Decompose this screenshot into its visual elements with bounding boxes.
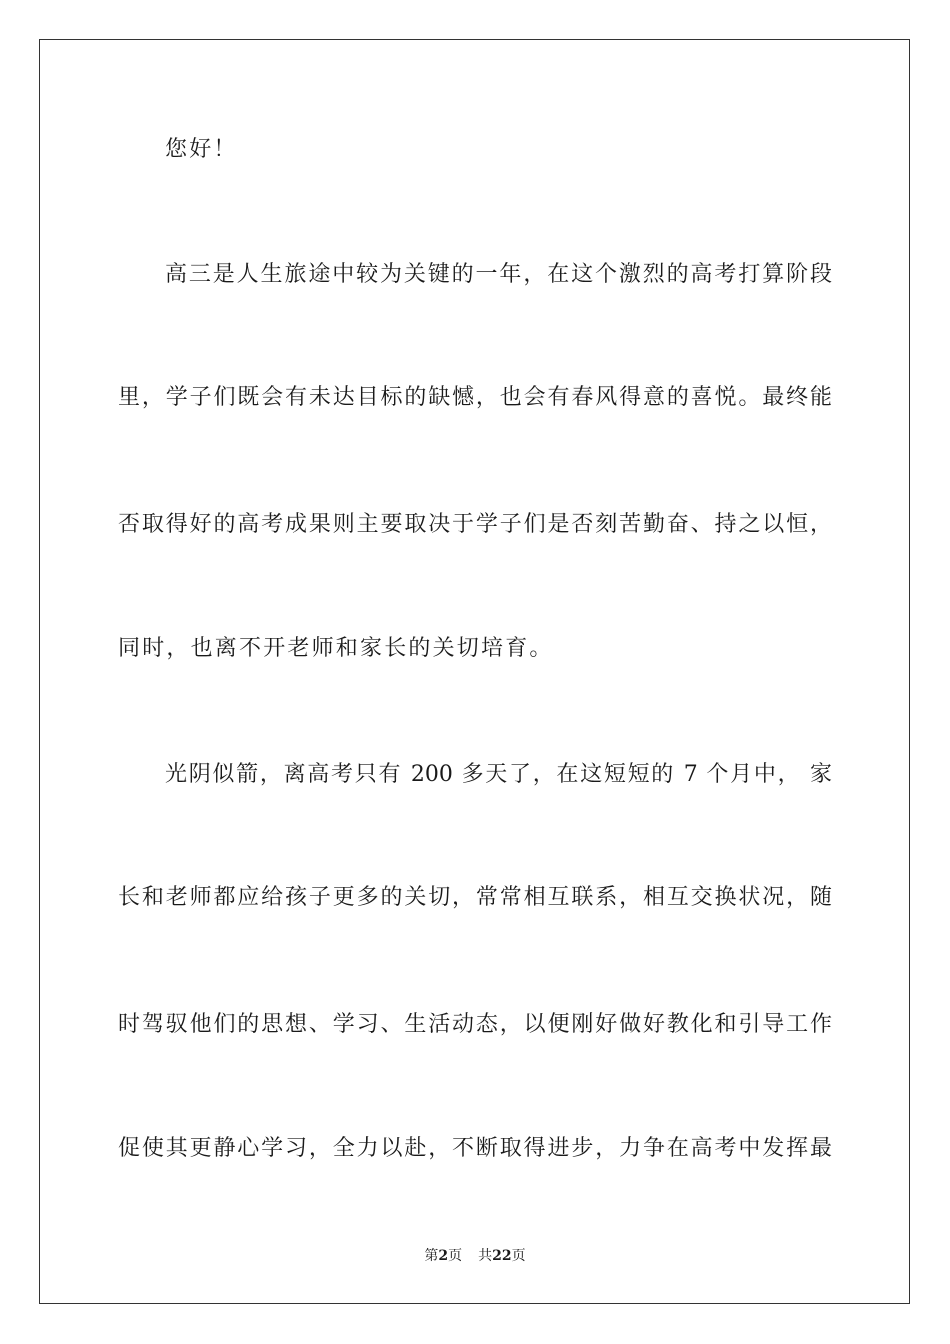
total-suffix: 页 [511,1248,526,1264]
page-suffix: 页 [448,1248,463,1264]
paragraph-2-line-2: 长和老师都应给孩子更多的关切，常常相互联系，相互交换状况，随 [118,885,832,910]
paragraph-1-line-4: 同时，也离不开老师和家长的关切培育。 [118,636,554,661]
total-pages: 22 [492,1248,512,1264]
total-prefix: 共 [478,1248,493,1264]
paragraph-2-line-4: 促使其更静心学习，全力以赴，不断取得进步，力争在高考中发挥最 [118,1136,832,1161]
paragraph-2-line-1: 光阴似箭，离高考只有 200 多天了，在这短短的 7 个月中， 家 [165,762,832,787]
paragraph-1-line-3: 否取得好的高考成果则主要取决于学子们是否刻苦勤奋、持之以恒， [118,512,832,537]
paragraph-2-line-3: 时驾驭他们的思想、学习、生活动态，以便刚好做好教化和引导工作 [118,1012,832,1037]
paragraph-1-line-1: 高三是人生旅途中较为关键的一年，在这个激烈的高考打算阶段 [165,262,832,287]
page-footer [0,1247,950,1265]
greeting-line: 您好！ [165,137,238,162]
page-prefix: 第 [424,1248,439,1264]
page-border [39,39,910,1304]
page-number: 2 [438,1248,449,1264]
paragraph-1-line-2: 里，学子们既会有未达目标的缺憾，也会有春风得意的喜悦。最终能 [118,385,832,410]
